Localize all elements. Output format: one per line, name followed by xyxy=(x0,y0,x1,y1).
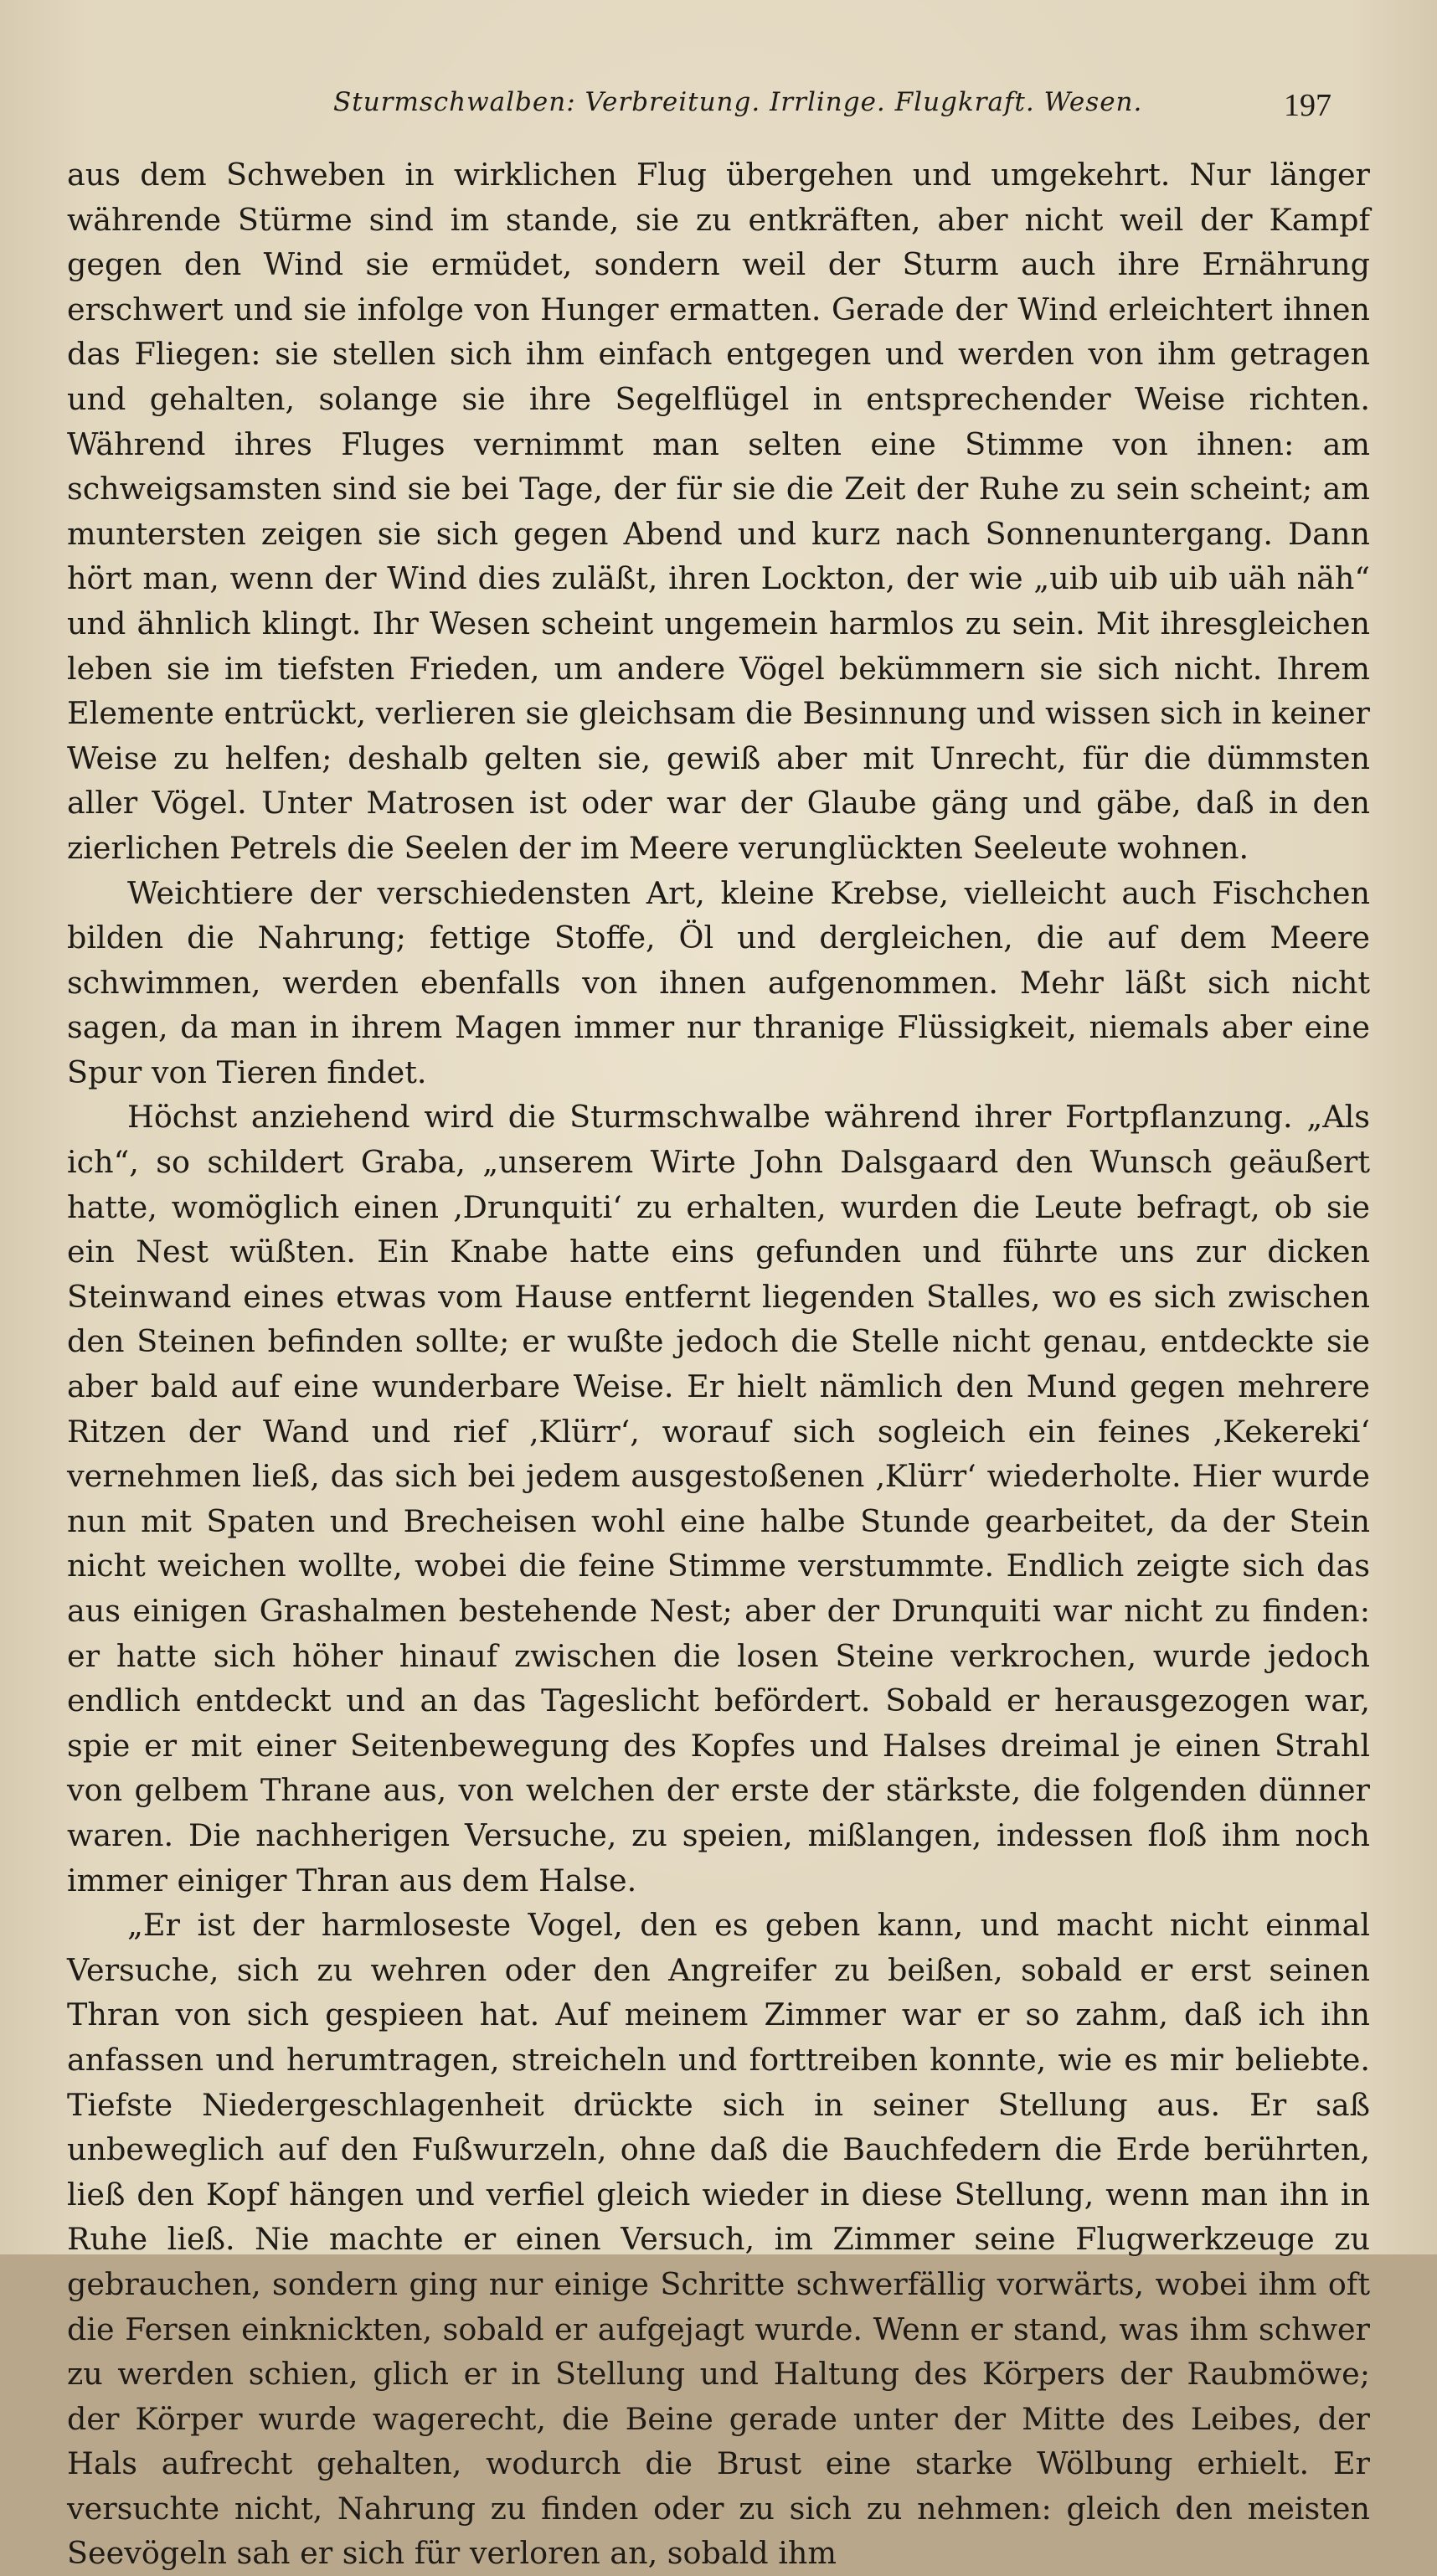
page-body xyxy=(67,152,1370,2576)
paragraph-4: „Er ist der harmloseste Vogel, den es geben kann, und macht nicht einmal Versuche, sich zu wehren oder den Angreifer zu beißen, sobald er erst seinen Thran von sich gespieen hat. Auf meinem Zimmer war er so zahm, daß ich ihn anfassen und herumtragen, streicheln und forttreiben konnte, wie es mir beliebte. Tiefste Niedergeschlagenheit drückte sich in seiner Stellung aus. Er saß unbeweglich auf den Fußwurzeln, ohne daß die Bauchfedern die Erde berührten, ließ den Kopf hängen und verfiel gleich wieder in diese Stellung, wenn man ihn in Ruhe ließ. Nie machte er einen Versuch, im Zimmer seine Flugwerkzeuge zu gebrauchen, sondern ging nur einige Schritte schwerfällig vorwärts, wobei ihm oft die Fersen einknickten, sobald er aufgejagt wurde. Wenn er stand, was ihm schwer zu werden schien, glich er in Stellung und Haltung des Körpers der Raubmöwe; der Körper wurde wagerecht, die Beine gerade unter der Mitte des Leibes, der Hals aufrecht gehalten, wodurch die Brust eine starke Wölbung erhielt. Er versuchte nicht, Nahrung zu finden oder zu sich zu nehmen: gleich den meisten Seevögeln sah er sich für verloren an, sobald ihm xyxy=(67,1907,1370,2572)
page-number: 197 xyxy=(1284,88,1331,123)
page-header xyxy=(67,87,1370,137)
paragraph-2: Weichtiere der verschiedensten Art, kleine Krebse, vielleicht auch Fischchen bilden die Nahrung; fettige Stoffe, Öl und dergleichen, die auf dem Meere schwimmen, werden ebenfalls von ihnen aufgenommen. Mehr läßt sich nicht sagen, da man in ihrem Magen immer nur thranige Flüssigkeit, niemals aber eine Spur von Tieren findet. xyxy=(67,874,1370,1090)
paragraph-3: Höchst anziehend wird die Sturmschwalbe während ihrer Fortpflanzung. „Als ich“, so schildert Graba, „unserem Wirte John Dalsgaard den Wunsch geäußert hatte, womöglich einen ‚Drunquiti‘ zu erhalten, wurden die Leute befragt, ob sie ein Nest wüßten. Ein Knabe hatte eins gefunden und führte uns zur dicken Steinwand eines etwas vom Hause entfernt liegenden Stalles, wo es sich zwischen den Steinen befinden sollte; er wußte jedoch die Stelle nicht genau, entdeckte sie aber bald auf eine wunderbare Weise. Er hielt nämlich den Mund gegen mehrere Ritzen der Wand und rief ‚Klürr‘, worauf sich sogleich ein feines ‚Kekereki‘ vernehmen ließ, das sich bei jedem ausgestoßenen ‚Klürr‘ wiederholte. Hier wurde nun mit Spaten und Brecheisen wohl eine halbe Stunde gearbeitet, da der Stein nicht weichen wollte, wobei die feine Stimme verstummte. Endlich zeigte sich das aus einigen Grashalmen bestehende Nest; aber der Drunquiti war nicht zu finden: er hatte sich höher hinauf zwischen die losen Steine verkrochen, wurde jedoch endlich entdeckt und an das Tageslicht befördert. Sobald er herausgezogen war, spie er mit einer Seitenbewegung des Kopfes und Halses dreimal je einen Strahl von gelbem Thrane aus, von welchen der erste der stärkste, die folgenden dünner waren. Die nachherigen Versuche, zu speien, mißlangen, indessen floß ihm noch immer einiger Thran aus dem Halse. xyxy=(67,1099,1370,1899)
running-head: Sturmschwalben: Verbreitung. Irrlinge. Flugkraft. Wesen. xyxy=(333,87,1143,117)
paragraph-1: aus dem Schweben in wirklichen Flug übergehen und umgekehrt. Nur länger währende Stürme sind im stande, sie zu entkräften, aber nicht weil der Kampf gegen den Wind sie ermüdet, sondern weil der Sturm auch ihre Ernährung erschwert und sie infolge von Hunger ermatten. Gerade der Wind erleichtert ihnen das Fliegen: sie stellen sich ihm einfach entgegen und werden von ihm getragen und gehalten, solange sie ihre Segelflügel in entsprechender Weise richten. Während ihres Fluges vernimmt man selten eine Stimme von ihnen: am schweigsamsten sind sie bei Tage, der für sie die Zeit der Ruhe zu sein scheint; am muntersten zeigen sie sich gegen Abend und kurz nach Sonnenuntergang. Dann hört man, wenn der Wind dies zuläßt, ihren Lockton, der wie „uib uib uib uäh näh“ und ähnlich klingt. Ihr Wesen scheint ungemein harmlos zu sein. Mit ihresgleichen leben sie im tiefsten Frieden, um andere Vögel bekümmern sie sich nicht. Ihrem Elemente entrückt, verlieren sie gleichsam die Besinnung und wissen sich in keiner Weise zu helfen; deshalb gelten sie, gewiß aber mit Unrecht, für die dümmsten aller Vögel. Unter Matrosen ist oder war der Glaube gäng und gäbe, daß in den zierlichen Petrels die Seelen der im Meere verunglückten Seeleute wohnen. xyxy=(67,157,1370,866)
